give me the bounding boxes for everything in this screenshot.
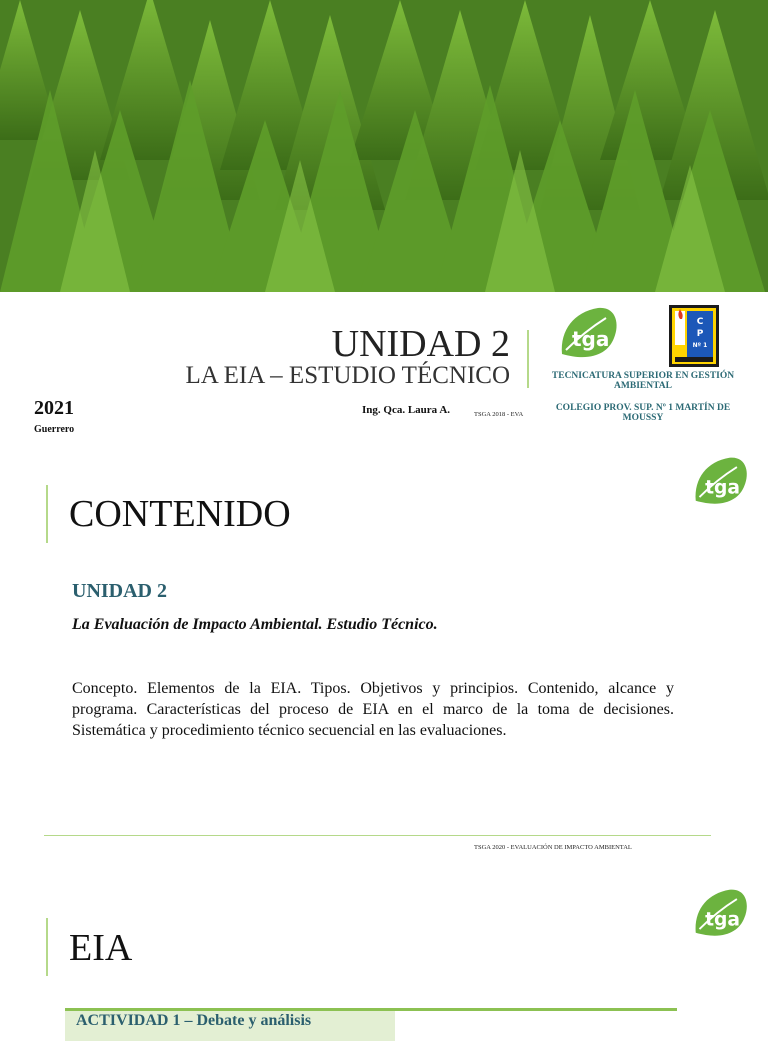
slide1-subtitle: LA EIA – ESTUDIO TÉCNICO bbox=[185, 362, 510, 389]
heading-accent-bar bbox=[46, 485, 48, 543]
svg-text:C: C bbox=[696, 317, 704, 327]
slide2-footer: TSGA 2020 - EVALUACIÓN DE IMPACTO AMBIENTAL bbox=[474, 844, 632, 851]
forest-illustration bbox=[0, 0, 768, 292]
year-label: 2021 bbox=[34, 397, 74, 419]
eia-heading: EIA bbox=[69, 927, 133, 969]
slide1-title: UNIDAD 2 bbox=[331, 323, 510, 365]
tga-logo bbox=[690, 454, 752, 512]
svg-text:Nº 1: Nº 1 bbox=[692, 342, 708, 349]
footer-divider bbox=[44, 835, 711, 836]
author-name: Ing. Qca. Laura A. bbox=[362, 404, 451, 416]
school-crest-emblem bbox=[669, 305, 719, 367]
leaf-icon bbox=[690, 454, 752, 512]
slide1-footer: TSGA 2018 - EVA bbox=[474, 411, 524, 418]
leaf-icon bbox=[690, 886, 752, 944]
contenido-heading: CONTENIDO bbox=[69, 493, 291, 535]
content-paragraph: Concepto. Elementos de la EIA. Tipos. Objetivos y principios. Contenido, alcance y programa. Características del proceso de EIA en el marco de la toma de decisiones. Sistemática y procedimiento técnico secuencial en las evaluaciones. bbox=[72, 680, 674, 739]
tga-logo bbox=[690, 886, 752, 944]
title-divider bbox=[527, 330, 529, 388]
author-surname: Guerrero bbox=[34, 424, 75, 435]
activity-title: ACTIVIDAD 1 – Debate y análisis bbox=[76, 1012, 312, 1029]
forest-banner-image bbox=[0, 0, 768, 292]
unit-title: La Evaluación de Impacto Ambiental. Estudio Técnico. bbox=[72, 616, 438, 633]
svg-text:tga: tga bbox=[705, 477, 741, 499]
svg-text:tga: tga bbox=[705, 909, 741, 931]
svg-text:tga: tga bbox=[572, 327, 610, 351]
unit-label: UNIDAD 2 bbox=[72, 580, 167, 602]
leaf-icon bbox=[556, 304, 622, 366]
institution-school: COLEGIO PROV. SUP. Nº 1 MARTÍN DE MOUSSY bbox=[555, 403, 731, 424]
heading-accent-bar bbox=[46, 918, 48, 976]
tga-logo bbox=[556, 304, 622, 366]
svg-text:P: P bbox=[696, 329, 704, 339]
institution-program: TECNICATURA SUPERIOR EN GESTIÓN AMBIENTAL bbox=[551, 371, 735, 391]
